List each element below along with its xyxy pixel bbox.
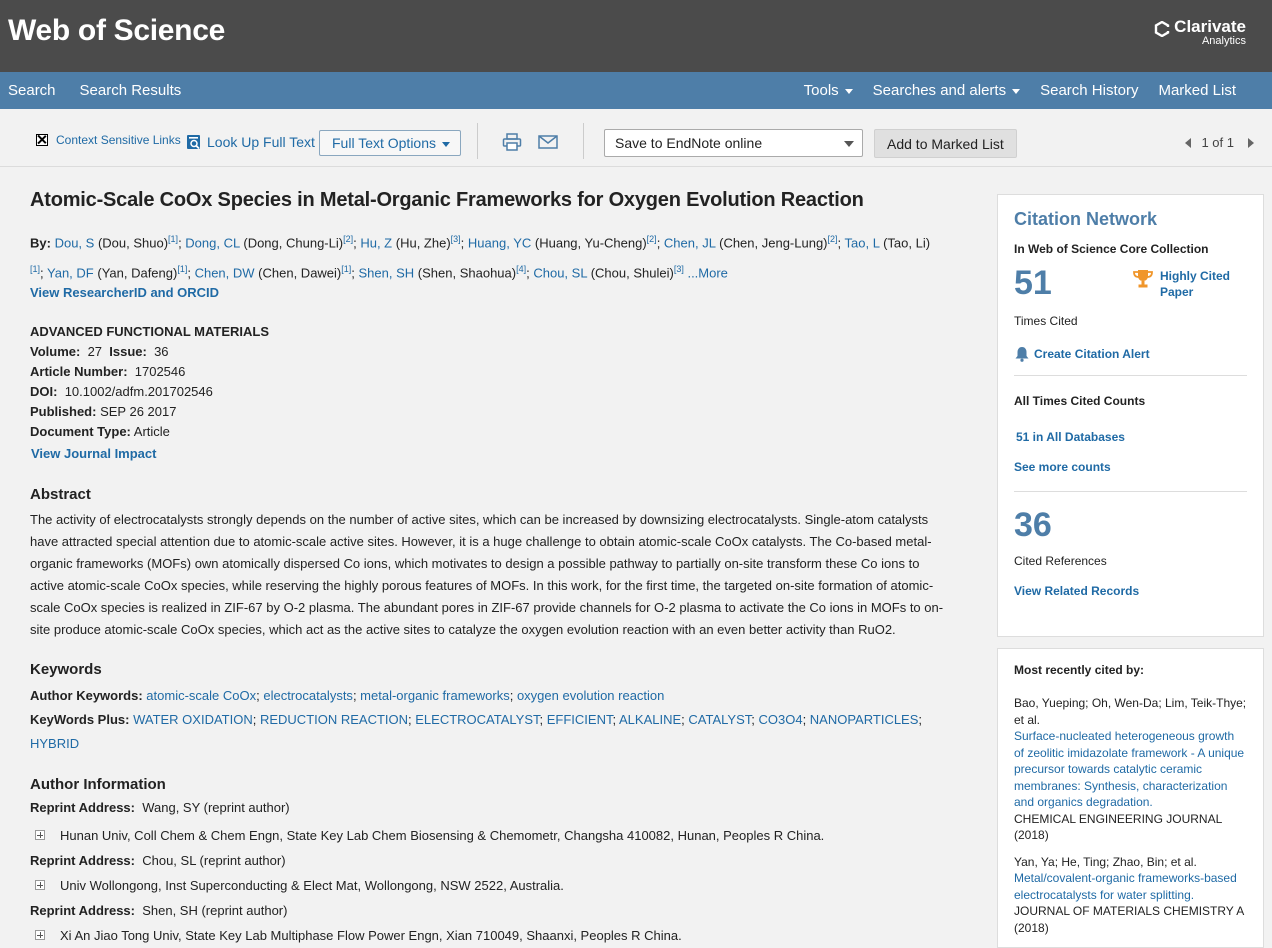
see-more-counts-link[interactable]: See more counts — [1014, 460, 1111, 474]
journal-name: ADVANCED FUNCTIONAL MATERIALS — [30, 323, 270, 339]
author-full-name: (Tao, Li) — [883, 235, 931, 251]
clarivate-logo[interactable] — [1154, 18, 1246, 47]
reprint-address — [30, 898, 950, 923]
keyword-link[interactable]: ELECTROCATALYST — [415, 711, 540, 727]
author-full-name: (Chen, Jeng-Lung) — [719, 235, 828, 251]
print-button[interactable] — [502, 133, 522, 151]
issue-label: Issue: — [109, 343, 147, 359]
doctype-value: Article — [133, 423, 170, 439]
author-affil-ref[interactable]: [1] — [341, 264, 352, 275]
full-text-options-label: Full Text Options — [332, 135, 437, 151]
view-researcher-id-link[interactable]: View ResearcherID and ORCID — [30, 284, 220, 300]
all-times-cited-counts-label: All Times Cited Counts — [1014, 394, 1146, 408]
nav-search-results[interactable]: Search Results — [79, 82, 182, 99]
keyword-link[interactable]: WATER OXIDATION — [133, 711, 253, 727]
citing-title-link[interactable]: Surface-nucleated heterogeneous growth of zeolitic imidazolate framework - A unique precursor towards catalytic ceramic membranes: Synthesis, characterization and organics degradation. — [1014, 729, 1245, 809]
top-header — [0, 0, 1272, 72]
abstract-text: The activity of electrocatalysts strongly depends on the number of active sites, which can be increased by downsizing electrocatalysts. Single-atom catalysts have attracted special attention due to atomic-scale active sites. However, it is a huge challenge to obtain atomic-scale CoOx catalysts. The Co-based metal-organic frameworks (MOFs) own atomically dispersed Co ions, which motivates to design a possible pathway to partially on-site transform these Co ions to active atomic-scale CoOx species, while reserving the highly porous features of MOFs. In this work, for the first time, the targeted on-site formation of atomic-scale CoOx species is realized in ZIF-67 by O-2 plasma. The abundant pores in ZIF-67 provide channels for O-2 plasma to activate the Co ions in MOFs to on-site produce atomic-scale CoOx species, which act as the active sites to catalyze the oxygen evolution reaction with an even better activity than RuO2. — [30, 511, 944, 637]
full-text-options-button[interactable] — [319, 130, 461, 156]
context-links-label: Context Sensitive Links — [56, 133, 181, 147]
reprint-label: Reprint Address: — [30, 902, 135, 918]
author-link[interactable]: Chou, SL — [533, 265, 588, 281]
reprint-name: Chou, SL (reprint author) — [142, 852, 286, 868]
keyword-link[interactable]: metal-organic frameworks — [360, 687, 510, 703]
document-type — [30, 422, 950, 442]
citing-journal: CHEMICAL ENGINEERING JOURNAL (2018) — [1014, 811, 1222, 842]
by-label: By: — [30, 235, 51, 251]
times-cited-row — [1014, 266, 1247, 310]
reprint-label: Reprint Address: — [30, 852, 135, 868]
context-links-icon — [36, 134, 48, 146]
create-alert-label: Create Citation Alert — [1034, 347, 1150, 361]
author-full-name: (Chou, Shulei) — [590, 265, 674, 281]
times-cited-count[interactable]: 51 — [1014, 264, 1052, 302]
keyword-link[interactable]: electrocatalysts — [263, 687, 353, 703]
prev-record-icon[interactable] — [1185, 138, 1191, 148]
keyword-link[interactable]: EFFICIENT — [546, 711, 613, 727]
highly-cited-paper-badge[interactable] — [1132, 268, 1240, 300]
chevron-down-icon — [442, 142, 450, 147]
brand-name: Clarivate — [1174, 17, 1246, 36]
keyword-link[interactable]: CATALYST — [688, 711, 752, 727]
context-sensitive-links[interactable] — [36, 133, 181, 147]
citing-article — [1014, 854, 1247, 937]
brand-sub: Analytics — [1201, 35, 1246, 47]
cited-references-count[interactable]: 36 — [1014, 506, 1052, 544]
all-databases-link[interactable]: 51 in All Databases — [1016, 430, 1125, 444]
citation-network-title: Citation Network — [1014, 209, 1158, 229]
reprint-label: Reprint Address: — [30, 799, 135, 815]
view-related-records-link[interactable]: View Related Records — [1014, 584, 1140, 598]
author-keywords: Author Keywords: atomic-scale CoOx; electrocatalysts; metal-organic frameworks; oxygen evolution reaction — [30, 687, 665, 703]
record-toolbar — [0, 109, 1272, 167]
issue-value: 36 — [154, 343, 169, 359]
nav-search[interactable]: Search — [8, 82, 56, 99]
add-to-marked-list-button[interactable]: Add to Marked List — [874, 129, 1017, 158]
print-icon — [502, 133, 522, 151]
email-icon — [538, 135, 558, 149]
trophy-icon — [1132, 269, 1154, 289]
author-link[interactable]: Chen, JL — [663, 235, 716, 251]
author-affil-ref[interactable]: [1] — [30, 264, 41, 275]
published-date — [30, 402, 950, 422]
keyword-link[interactable]: HYBRID — [30, 735, 80, 751]
toolbar-divider — [477, 123, 478, 159]
volume-issue — [30, 342, 950, 362]
author-affil-ref[interactable]: [3] — [673, 264, 684, 275]
author-full-name: (Dong, Chung-Li) — [243, 235, 344, 251]
nav-searches-alerts-label: Searches and alerts — [872, 82, 1007, 99]
author-full-name: (Chen, Dawei) — [258, 265, 342, 281]
clarivate-logo-icon — [1154, 21, 1170, 37]
recently-cited-title: Most recently cited by: — [1014, 663, 1145, 677]
citing-authors: Yan, Ya; He, Ting; Zhao, Bin; et al. — [1014, 854, 1197, 869]
article-number-label: Article Number: — [30, 363, 128, 379]
author-keywords-label: Author Keywords: — [30, 687, 143, 703]
author-affil-ref[interactable]: [4] — [516, 264, 527, 275]
nav-tools-label: Tools — [803, 82, 839, 99]
author-link[interactable]: Chen, DW — [194, 265, 255, 281]
site-title[interactable]: Web of Science — [8, 14, 225, 47]
times-cited-label: Times Cited — [1014, 314, 1078, 328]
doi-value: 10.1002/adfm.201702546 — [64, 383, 213, 399]
address-text: Xi An Jiao Tong Univ, State Key Lab Multiphase Flow Power Engn, Xian 710049, Shaanxi, Peoples R China. — [60, 927, 682, 943]
create-citation-alert-link[interactable] — [1014, 346, 1247, 362]
keywords-plus-label: KeyWords Plus: — [30, 711, 130, 727]
reprint-address — [30, 848, 950, 873]
cited-references-label: Cited References — [1014, 554, 1107, 568]
record-main — [0, 167, 980, 948]
dropdown-arrow-icon — [844, 141, 854, 147]
save-to-select[interactable] — [604, 129, 863, 157]
expand-icon[interactable] — [35, 830, 45, 840]
bell-icon — [1014, 346, 1030, 362]
doi-label: DOI: — [30, 383, 58, 399]
author-link[interactable]: Huang, YC — [467, 235, 532, 251]
author-link[interactable]: Dong, CL — [185, 235, 240, 251]
divider — [1014, 491, 1247, 492]
author-affil-ref[interactable]: [3] — [450, 234, 461, 244]
nav-tools[interactable] — [804, 82, 853, 99]
author-full-name: (Shen, Shaohua) — [417, 265, 517, 281]
citing-journal: JOURNAL OF MATERIALS CHEMISTRY A (2018) — [1014, 904, 1244, 935]
abstract-heading: Abstract — [30, 485, 91, 503]
doi — [30, 382, 950, 402]
author-full-name: (Hu, Zhe) — [395, 235, 451, 251]
keywords-plus: KeyWords Plus: WATER OXIDATION; REDUCTION REACTION; ELECTROCATALYST; EFFICIENT; ALKALINE; CATALYST; CO3O4; NANOPARTICLES; HYBRID — [30, 711, 923, 751]
author-affil-ref[interactable]: [1] — [168, 234, 179, 244]
look-up-full-text[interactable] — [186, 134, 315, 150]
keyword-link[interactable]: ALKALINE — [619, 711, 682, 727]
recently-cited-panel — [997, 648, 1264, 948]
citing-article — [1014, 695, 1247, 844]
keyword-link[interactable]: atomic-scale CoOx — [146, 687, 257, 703]
pager-text: 1 of 1 — [1201, 135, 1234, 150]
address-row — [35, 823, 950, 848]
save-to-value: Save to EndNote online — [615, 135, 763, 151]
divider — [1014, 375, 1247, 376]
author-full-name: (Yan, Dafeng) — [97, 265, 178, 281]
reprint-address — [30, 795, 950, 820]
volume-value: 27 — [87, 343, 103, 359]
chevron-down-icon — [1012, 89, 1020, 94]
keyword-link[interactable]: NANOPARTICLES — [809, 711, 919, 727]
look-up-icon — [186, 134, 202, 150]
author-affil-ref[interactable]: [2] — [343, 234, 354, 244]
author-link[interactable]: Shen, SH — [358, 265, 415, 281]
article-number — [30, 362, 950, 382]
record-pager — [1185, 135, 1254, 150]
keyword-link[interactable]: CO3O4 — [758, 711, 803, 727]
keyword-link[interactable]: oxygen evolution reaction — [516, 687, 665, 703]
address-text: Hunan Univ, Coll Chem & Chem Engn, State Key Lab Chem Biosensing & Chemometr, Changsha 410082, Hunan, Peoples R China. — [60, 827, 825, 843]
expand-icon[interactable] — [35, 880, 45, 890]
author-link[interactable]: Hu, Z — [360, 235, 393, 251]
keywords-heading: Keywords — [30, 660, 102, 678]
nav-marked-list[interactable]: Marked List — [1158, 82, 1236, 99]
chevron-down-icon — [845, 89, 853, 94]
author-affil-ref[interactable]: [2] — [827, 234, 838, 244]
author-link[interactable]: Dou, S — [54, 235, 95, 251]
author-full-name: (Huang, Yu-Cheng) — [534, 235, 647, 251]
author-affil-ref[interactable]: [2] — [646, 234, 657, 244]
article-number-value: 1702546 — [134, 363, 186, 379]
author-link[interactable]: Tao, L — [844, 235, 880, 251]
published-label: Published: — [30, 403, 97, 419]
citing-authors: Bao, Yueping; Oh, Wen-Da; Lim, Teik-Thye; et al. — [1014, 696, 1247, 727]
nav-search-history[interactable]: Search History — [1040, 82, 1139, 99]
next-record-icon[interactable] — [1248, 138, 1254, 148]
look-up-label: Look Up Full Text — [207, 134, 315, 150]
expand-icon[interactable] — [35, 930, 45, 940]
source-info — [30, 322, 950, 464]
author-full-name: (Dou, Shuo) — [97, 235, 169, 251]
citation-network-panel — [997, 194, 1264, 637]
volume-label: Volume: — [30, 343, 81, 359]
citing-title-link[interactable]: Metal/covalent-organic frameworks-based electrocatalysts for water splitting. — [1014, 871, 1237, 902]
published-value: SEP 26 2017 — [100, 403, 177, 419]
toolbar-divider — [583, 123, 584, 159]
highly-cited-label: Highly Cited Paper — [1160, 269, 1231, 299]
core-collection-label: In Web of Science Core Collection — [1014, 242, 1209, 256]
more-authors-link[interactable]: ...More — [687, 265, 728, 281]
reprint-name: Shen, SH (reprint author) — [142, 902, 288, 918]
author-info-heading: Author Information — [30, 775, 166, 793]
author-link[interactable]: Yan, DF — [47, 265, 94, 281]
author-affil-ref[interactable]: [1] — [177, 264, 188, 275]
authors-list: By: Dou, S (Dou, Shuo)[1]; Dong, CL (Dong, Chung-Li)[2]; Hu, Z (Hu, Zhe)[3]; Huang, YC (Huang, Yu-Cheng)[2]; Chen, JL (Chen, Jeng-Lung)[2]; Tao, L (Tao, Li) [1]; Yan, DF (Yan, Dafeng)[1]; Chen, DW (Chen, Dawei)[1]; Shen, SH (Shen, Shaohua)[4]; Chou, SL (Chou, Shulei)[3] ...More — [30, 234, 931, 281]
view-journal-impact-link[interactable]: View Journal Impact — [31, 445, 157, 461]
keyword-link[interactable]: REDUCTION REACTION — [259, 711, 409, 727]
address-row — [35, 923, 950, 948]
email-button[interactable] — [538, 135, 558, 149]
article-title: Atomic-Scale CoOx Species in Metal-Organic Frameworks for Oxygen Evolution Reaction — [30, 189, 864, 211]
doctype-label: Document Type: — [30, 423, 131, 439]
reprint-name: Wang, SY (reprint author) — [142, 799, 290, 815]
address-text: Univ Wollongong, Inst Superconducting & Elect Mat, Wollongong, NSW 2522, Australia. — [60, 877, 564, 893]
nav-searches-alerts[interactable] — [873, 82, 1020, 99]
address-row — [35, 873, 950, 898]
main-nav — [0, 72, 1272, 109]
